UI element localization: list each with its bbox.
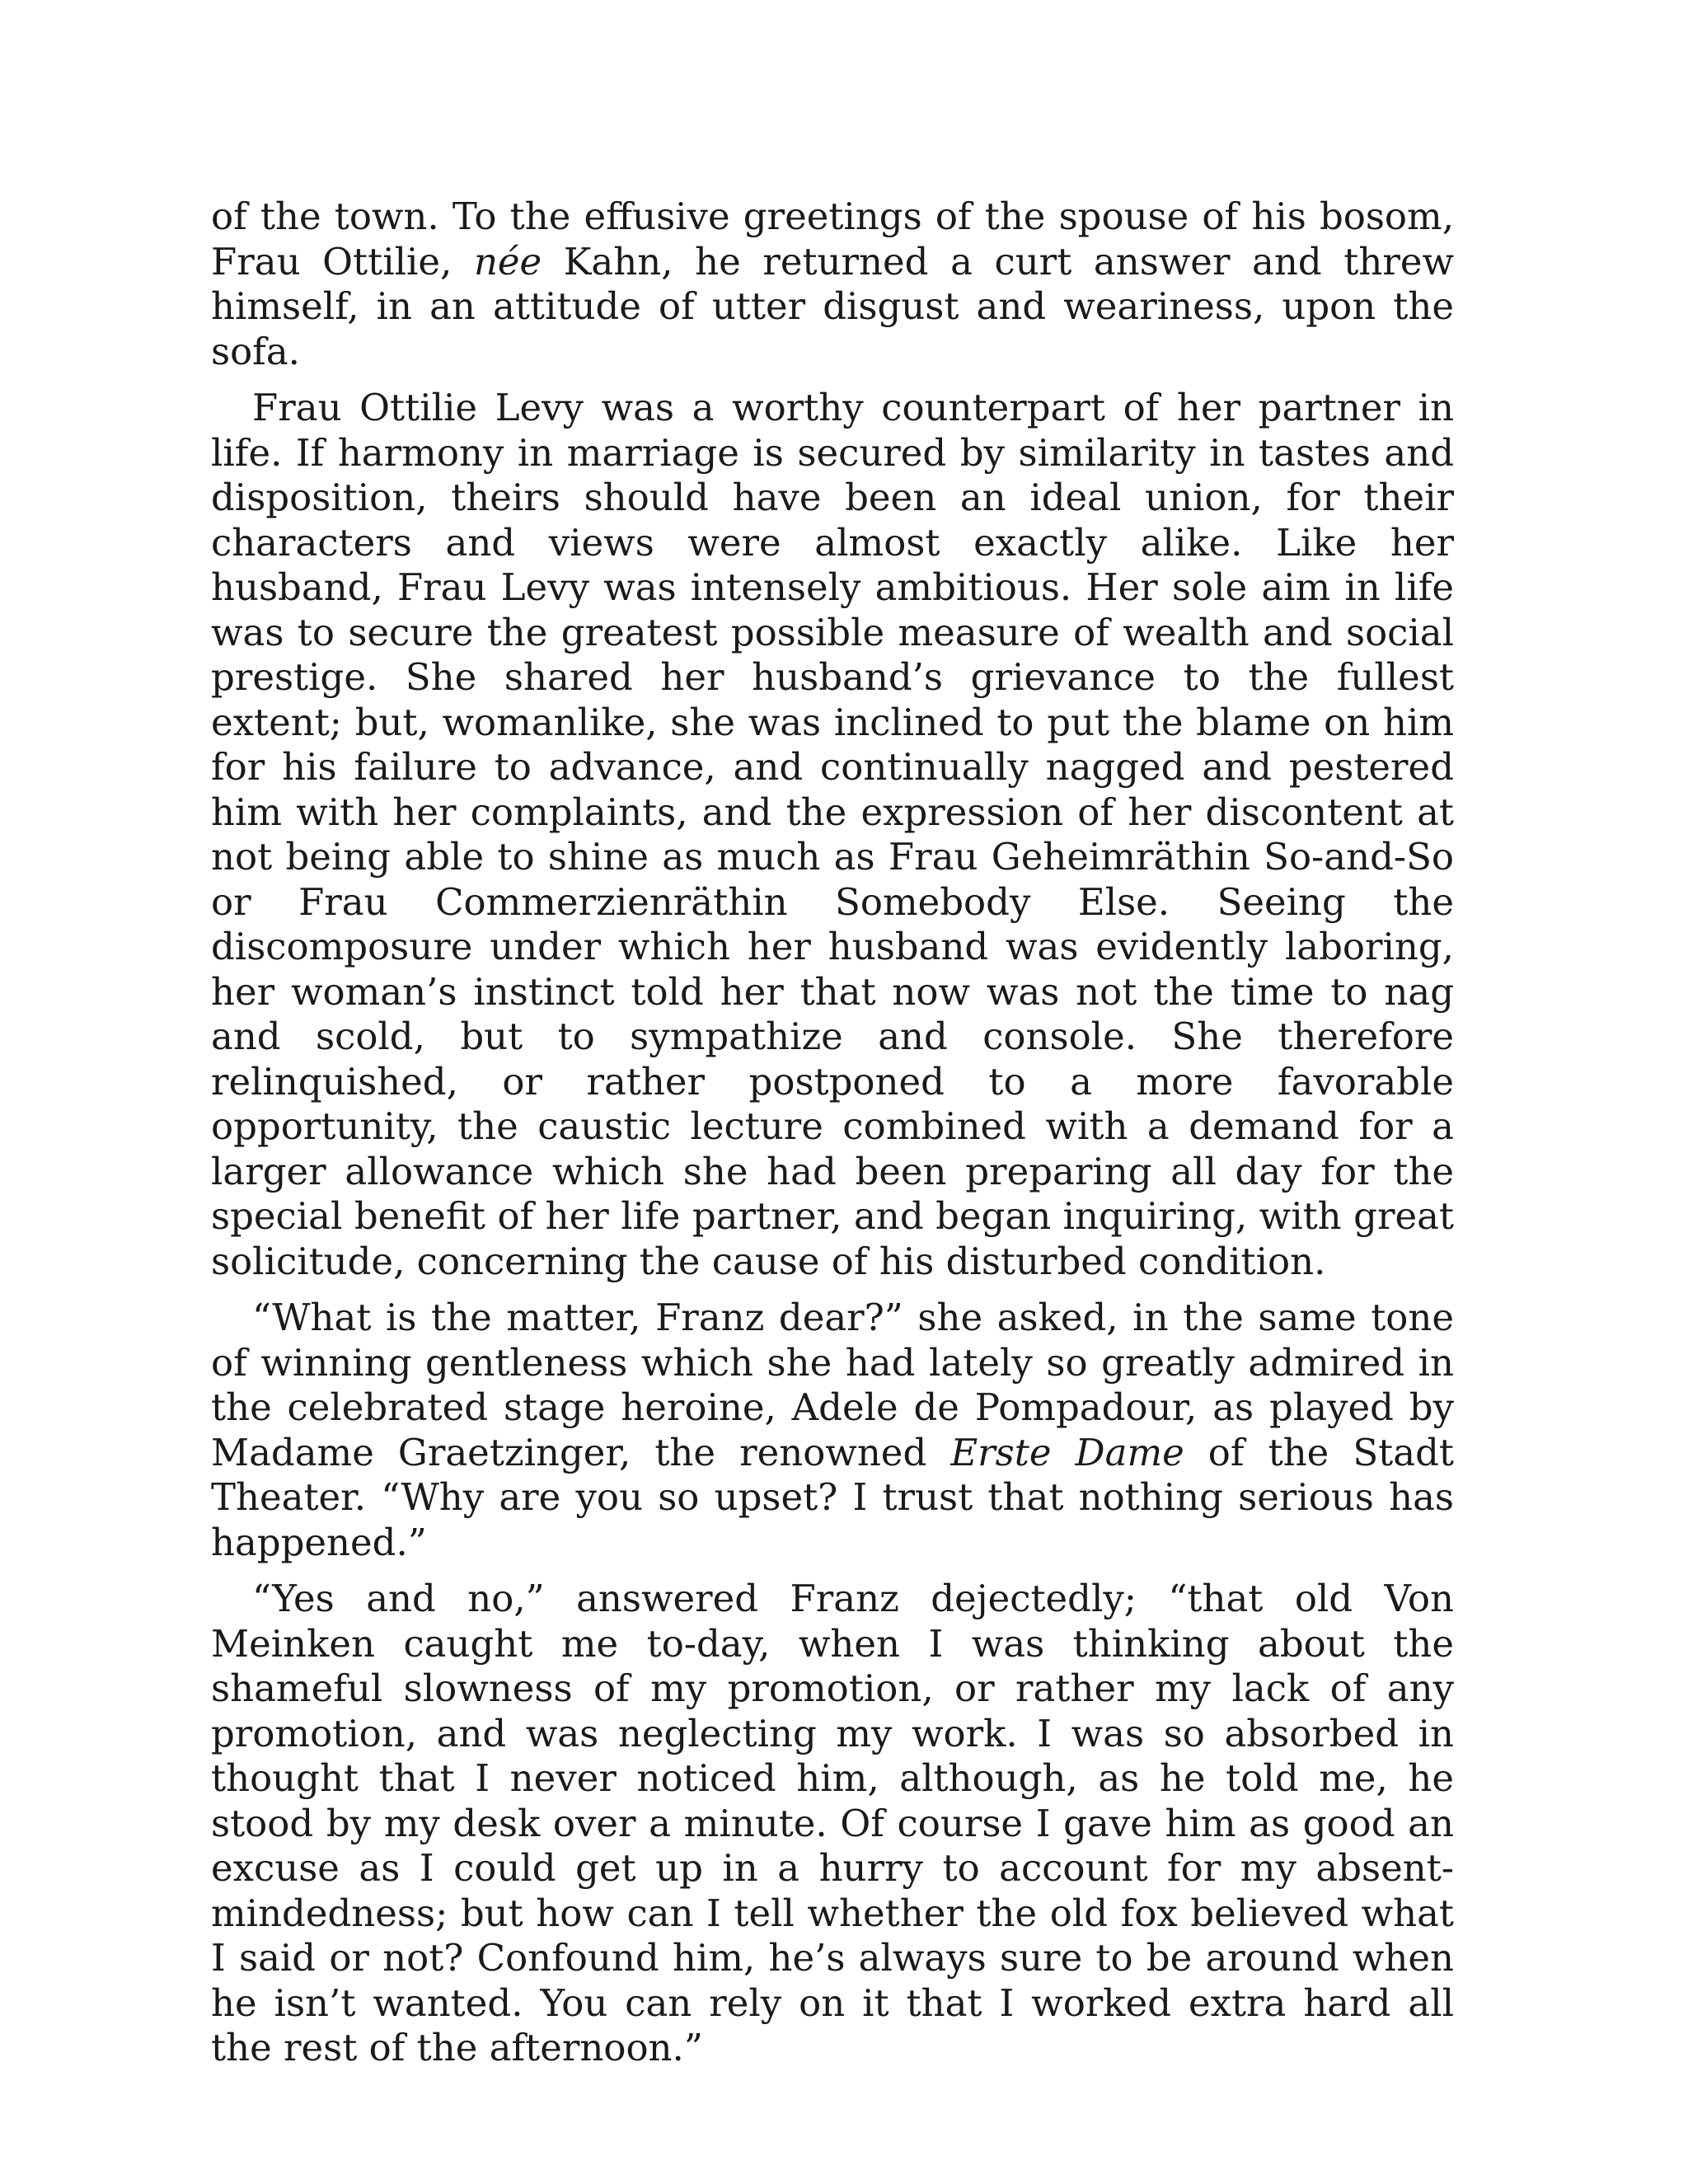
page-text-body [211,194,1454,2083]
paragraph-3-text-b: of the Stadt Theater. “Why are you so upset? I trust that nothing serious has happened.” [211,1430,1454,1564]
paragraph-4 [211,1577,1454,2071]
paragraph-4-text: “Yes and no,” answered Franz dejectedly; “that old Von Meinken caught me to-day, when I was thinking about the shameful slowness of my promotion, or rather my lack of any promotion, and was neglecting my work. I was so absorbed in thought that I never noticed him, although, as he told me, he stood by my desk over a minute. Of course I gave him as good an excuse as I could get up in a hurry to account for my absent-mindedness; but how can I tell whether the old fox believed what I said or not? Confound him, he’s always sure to be around when he isn’t wanted. You can rely on it that I worked extra hard all the rest of the afternoon.” [211,1577,1454,2069]
paragraph-2-text: Frau Ottilie Levy was a worthy counterpart of her partner in life. If harmony in marriage is secured by similarity in tastes and disposition, theirs should have been an ideal union, for their characters and views were almost exactly alike. Like her husband, Frau Levy was intensely ambitious. Her sole aim in life was to secure the greatest possible measure of wealth and social prestige. She shared her husband’s grievance to the fullest extent; but, womanlike, she was inclined to put the blame on him for his failure to advance, and continually nagged and pestered him with her complaints, and the expression of her discontent at not being able to shine as much as Frau Geheimräthin So-and-So or Frau Commerzienräthin Somebody Else. Seeing the discomposure under which her husband was evidently laboring, her woman’s instinct told her that now was not the time to nag and scold, but to sympathize and console. She therefore relinquished, or rather postponed to a more favorable opportunity, the caustic lecture combined with a demand for a larger allowance which she had been preparing all day for the special benefit of her life partner, and began inquiring, with great solicitude, concerning the cause of his disturbed condition. [211,386,1454,1283]
paragraph-3-italic-erste-dame: Erste Dame [950,1430,1184,1474]
paragraph-1-text-a: of the town. To the effusive greetings of the spouse of his bosom, Frau Ottilie, [211,194,1454,284]
paragraph-1-italic-nee: née [473,239,542,284]
paragraph-3-text-a: “What is the matter, Franz dear?” she asked, in the same tone of winning gentleness which she had lately so greatly admired in the celebrated stage heroine, Adele de Pompadour, as played by Madame Graetzinger, the renowned [211,1296,1454,1474]
paragraph-1-text-b: Kahn, he returned a curt answer and threw himself, in an attitude of utter disgust and weariness, upon the sofa. [211,239,1455,373]
paragraph-2 [211,386,1454,1284]
paragraph-1 [211,194,1454,374]
paragraph-3 [211,1296,1454,1565]
